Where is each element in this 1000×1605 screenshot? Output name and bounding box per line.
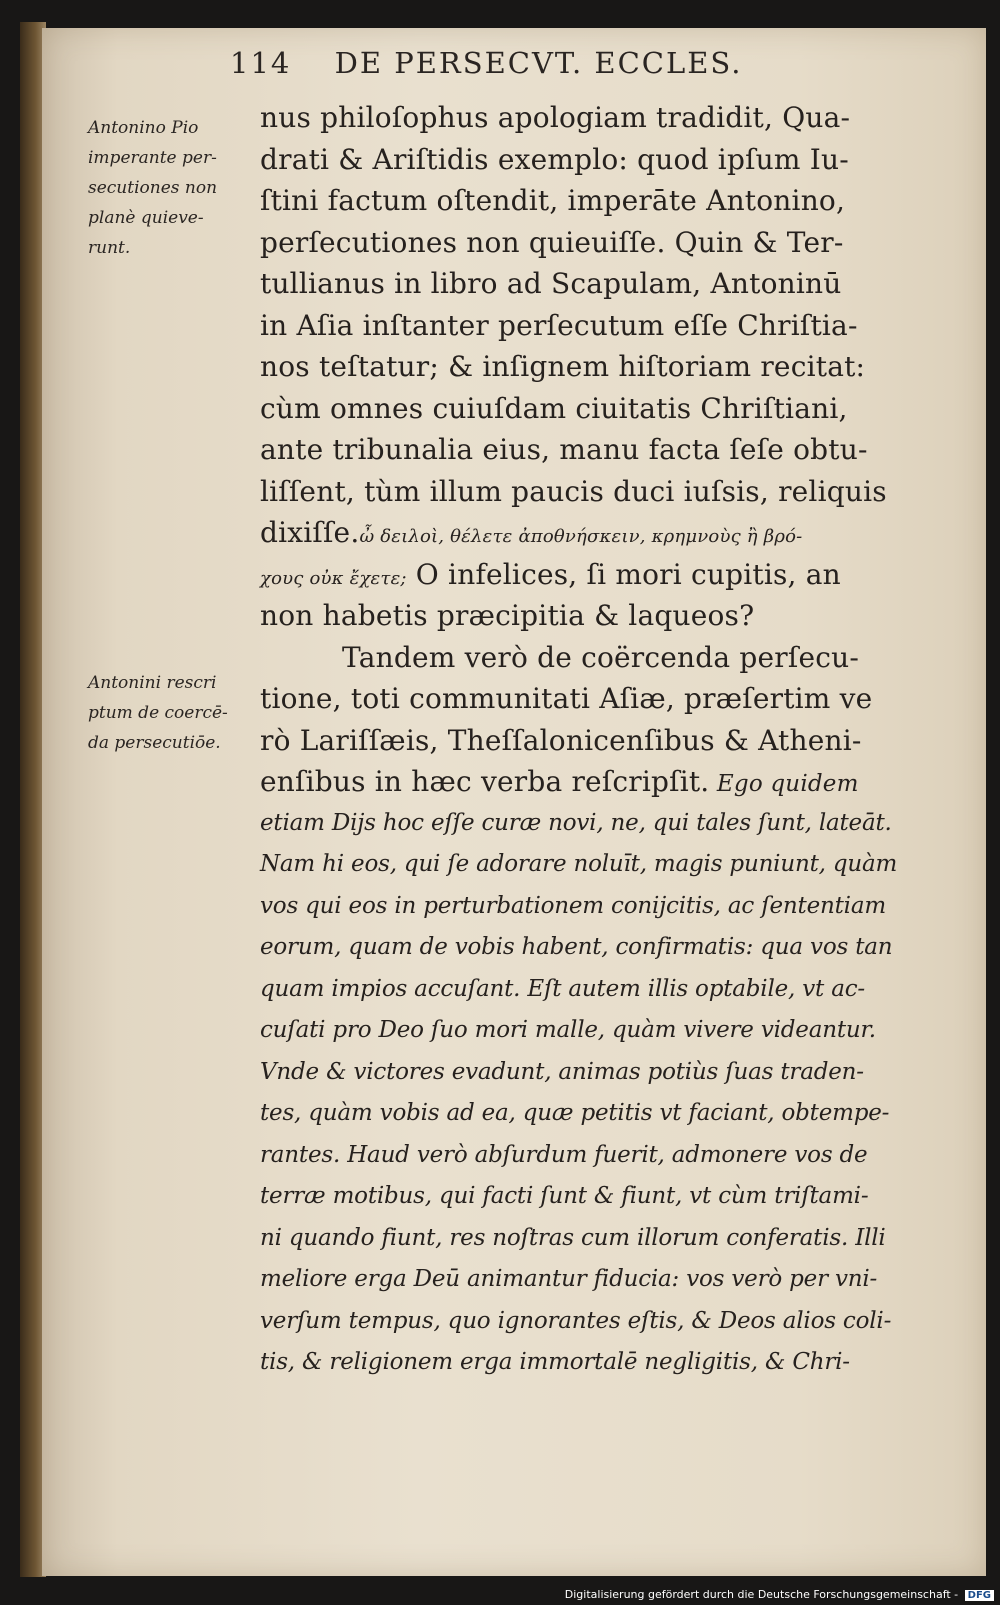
line-text: in Aſia inſtanter perſecutum eſſe Chriſtia- [260,308,858,342]
credit-text: Digitalisierung gefördert durch die Deutsche Forschungsgemeinschaft - [564,1588,959,1601]
page-number: 114 [230,46,292,80]
text-line [260,1052,940,1094]
line-text: O infelices, ſi mori cupitis, an [406,557,841,591]
line-text: enſibus in hæc verba reſcripſit. [260,765,710,798]
line-text: terræ motibus, qui facti ſunt & fiunt, vt cùm triſtami- [260,1183,869,1209]
digitization-credit [565,1588,994,1601]
line-text: perſecutiones non quieuiſſe. Quin & Ter- [260,225,844,259]
text-line [260,1342,940,1384]
line-text: quam impios accuſant. Eſt autem illis optabile, vt ac- [260,975,865,1002]
line-text: vos qui eos in perturbationem conijcitis, ac ſententiam [260,892,886,919]
line-text: cùm omnes cuiuſdam ciuitatis Chriſtiani, [260,391,848,425]
text-line [260,512,940,554]
margin-note [88,113,217,263]
text-line [260,1093,940,1135]
text-line [260,927,940,969]
text-line [260,222,940,264]
line-text: nus philoſophus apologiam tradidit, Qua- [260,101,851,134]
line-text: liſſent, tùm illum paucis duci iuſsis, reliquis [260,474,887,508]
line-text: ſtini factum oſtendit, imperāte Antonino, [260,184,846,217]
line-text: tullianus in libro ad Scapulam, Antoninū [260,267,842,300]
margin-note-line: secutiones non [88,178,218,198]
text-line [260,139,940,181]
text-line [260,554,940,596]
greek-quotation: χους οὐκ ἔχετε; [260,567,407,589]
line-text: tis, & religionem erga immortalē negligitis, & Chri- [260,1349,850,1375]
line-text: tione, toti communitati Aſiæ, præſertim ve [260,682,873,715]
text-line [260,346,940,388]
text-line [260,886,940,928]
text-line [260,595,940,637]
line-text: rò Lariſſæis, Theſſalonicenſibus & Atheni- [260,723,862,757]
margin-note-line: Antonino Pio [88,118,199,138]
line-text: nos teſtatur; & inſignem hiſtoriam recitat: [260,350,866,383]
line-text: meliore erga Deū animantur fiducia: vos verò per vni- [260,1266,878,1292]
dfg-logo: DFG [965,1590,994,1601]
text-line [260,429,940,471]
line-text: cuſati pro Deo ſuo mori malle, quàm vivere videantur. [260,1017,876,1043]
margin-note-line: da persecutiōe. [88,733,221,753]
line-text: eorum, quam de vobis habent, confirmatis: qua vos tan [260,934,893,960]
running-head [230,46,920,80]
text-line [260,388,940,430]
text-line [260,720,940,762]
line-text: Vnde & victores evadunt, animas potiùs ſuas traden- [260,1058,864,1085]
line-text: tes, quàm vobis ad ea, quæ petitis vt faciant, obtempe- [260,1100,890,1126]
text-line [260,678,940,720]
text-line [260,637,940,679]
running-title: DE PERSECVT. ECCLES. [334,46,743,80]
text-line [260,180,940,222]
text-line [260,1301,940,1343]
text-line [260,803,940,845]
text-line [260,1176,940,1218]
text-line [260,1135,940,1177]
body-text [260,97,940,1384]
greek-quotation: ὦ δειλοὶ, θέλετε ἀποθνήσκειν, κρημνοὺς ἢ βρό- [359,526,803,547]
text-line [260,844,940,886]
text-line [260,1010,940,1052]
line-text: drati & Ariſtidis exemplo: quod ipſum Iu- [260,142,849,176]
text-line [260,471,940,513]
margin-note-line: ptum de coercē- [88,703,228,723]
line-text: Nam hi eos, qui ſe adorare noluīt, magis puniunt, quàm [260,851,898,877]
text-line [260,263,940,305]
text-line [260,305,940,347]
text-line [260,97,940,139]
line-text: rantes. Haud verò abſurdum fuerit, admonere vos de [260,1141,868,1168]
rescript-opening: Ego quidem [709,771,859,797]
text-line [260,1259,940,1301]
margin-note-line: runt. [88,238,131,258]
line-text: ni quando fiunt, res noſtras cum illorum conferatis. Illi [260,1224,886,1251]
line-text: etiam Dijs hoc eſſe curæ novi, ne, qui tales ſunt, lateāt. [260,809,892,836]
line-text: non habetis præcipitia & laqueos? [260,599,755,632]
line-text: ante tribunalia eius, manu facta ſeſe obtu- [260,433,868,466]
text-line [260,1218,940,1260]
text-line [260,969,940,1011]
line-text: Tandem verò de coërcenda perſecu- [342,640,859,674]
line-text: verſum tempus, quo ignorantes eſtis, & Deos alios coli- [260,1307,892,1334]
margin-note [88,668,228,758]
margin-note-line: planè quieve- [88,208,204,228]
margin-note-line: Antonini rescri [88,673,217,693]
text-line [260,761,940,803]
line-text: dixiſſe. [260,516,360,549]
margin-note-line: imperante per- [88,148,217,168]
